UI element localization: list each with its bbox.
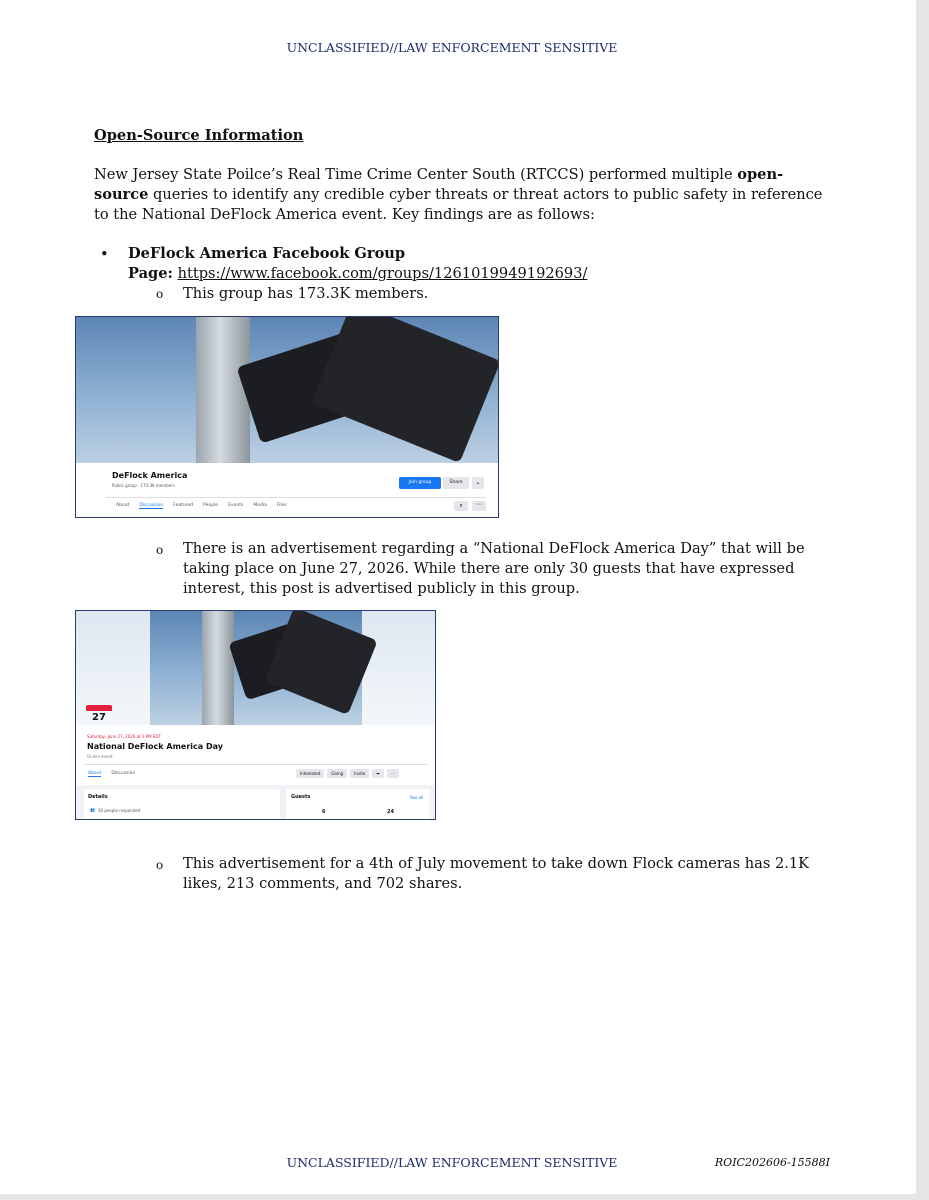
viewer-edge: [916, 0, 929, 1200]
intro-text-1: New Jersey State Poilce’s Real Time Crime Center South (RTCCS) performed multiple: [94, 166, 738, 183]
header-classification-marking: UNCLASSIFIED//LAW ENFORCEMENT SENSITIVE: [286, 40, 618, 55]
event-tabs: [88, 771, 135, 777]
join-group-button[interactable]: Join group: [399, 477, 441, 489]
group-tabs: [116, 503, 287, 509]
calendar-icon: [86, 705, 112, 711]
guest-count-going: 6: [322, 809, 326, 815]
tab-featured[interactable]: Featured: [173, 503, 194, 508]
details-label: Details: [88, 794, 108, 800]
sub-item-members: This group has 173.3K members.: [183, 285, 429, 302]
sub-marker: o: [156, 543, 164, 557]
share-icon[interactable]: ➦: [372, 769, 383, 778]
intro-text-2: queries to identify any credible cyber threats or threat actors to public safety in reference to the National DeFlock America event. Key findings are as follows:: [94, 186, 823, 223]
event-type: Online event: [87, 754, 113, 759]
tab-files[interactable]: Files: [276, 503, 287, 508]
guests-label: Guests: [291, 794, 311, 800]
sub-item-advertisement: There is an advertisement regarding a “National DeFlock America Day” that will be taking place on June 27, 2026. While there are only 30 guests that have expressed interest, this post is advertised publicly in this group.: [183, 540, 805, 597]
see-all-link[interactable]: See all: [410, 795, 424, 800]
pole-image: [202, 611, 234, 725]
expand-icon[interactable]: ⌄: [472, 477, 484, 489]
more-icon[interactable]: ⋯: [472, 501, 486, 511]
intro-bold: open-source: [94, 166, 784, 203]
tab-about[interactable]: About: [88, 771, 102, 776]
invite-button[interactable]: Invite: [350, 769, 369, 778]
event-actions: [296, 769, 399, 778]
sub-item-4th-of-july: This advertisement for a 4th of July movement to take down Flock cameras has 2.1K likes, 213 comments, and 702 shares.: [183, 855, 810, 892]
tab-discussion[interactable]: Discussion: [111, 771, 136, 776]
group-meta: Public group · 173.3K members: [112, 483, 175, 488]
responded-count: 30 people responded: [98, 808, 141, 813]
more-icon[interactable]: ⋯: [387, 769, 399, 778]
search-icon[interactable]: ⌕: [454, 501, 468, 511]
pole-image: [196, 317, 250, 463]
tab-discussion[interactable]: Discussion: [139, 503, 164, 508]
tab-events[interactable]: Events: [228, 503, 244, 508]
bullet-marker: •: [100, 246, 109, 263]
tab-people[interactable]: People: [203, 503, 219, 508]
divider: [84, 764, 427, 765]
group-name: DeFlock America: [112, 471, 188, 480]
event-date-line: Saturday, June 27, 2026 at 1 PM EDT: [87, 734, 161, 739]
people-icon: 👥: [90, 807, 95, 812]
document-id: ROIC202606-15588I: [714, 1156, 830, 1169]
event-page-screenshot: [75, 610, 436, 820]
sub-marker: o: [156, 287, 164, 301]
page-label: Page:: [128, 265, 173, 282]
tab-media[interactable]: Media: [253, 503, 267, 508]
tab-about[interactable]: About: [116, 503, 130, 508]
event-title: National DeFlock America Day: [87, 742, 223, 751]
interested-button[interactable]: Interested: [296, 769, 324, 778]
bullet-page-line: [128, 264, 587, 284]
group-page-screenshot: [75, 316, 499, 518]
footer-classification-marking: UNCLASSIFIED//LAW ENFORCEMENT SENSITIVE: [286, 1155, 618, 1170]
going-button[interactable]: Going: [327, 769, 347, 778]
event-date-number: 27: [92, 712, 106, 723]
guest-count-interested: 24: [387, 809, 394, 815]
bullet-title: DeFlock America Facebook Group: [128, 245, 406, 262]
divider: [106, 497, 486, 498]
share-button[interactable]: Share: [443, 477, 469, 489]
group-url-link[interactable]: https://www.facebook.com/groups/1261019949192693/: [177, 265, 588, 282]
sub-marker: o: [156, 858, 164, 872]
intro-paragraph: [94, 165, 824, 225]
section-heading: Open-Source Information: [94, 127, 304, 144]
viewer-bottom-edge: [0, 1194, 916, 1200]
details-card: [84, 789, 280, 819]
